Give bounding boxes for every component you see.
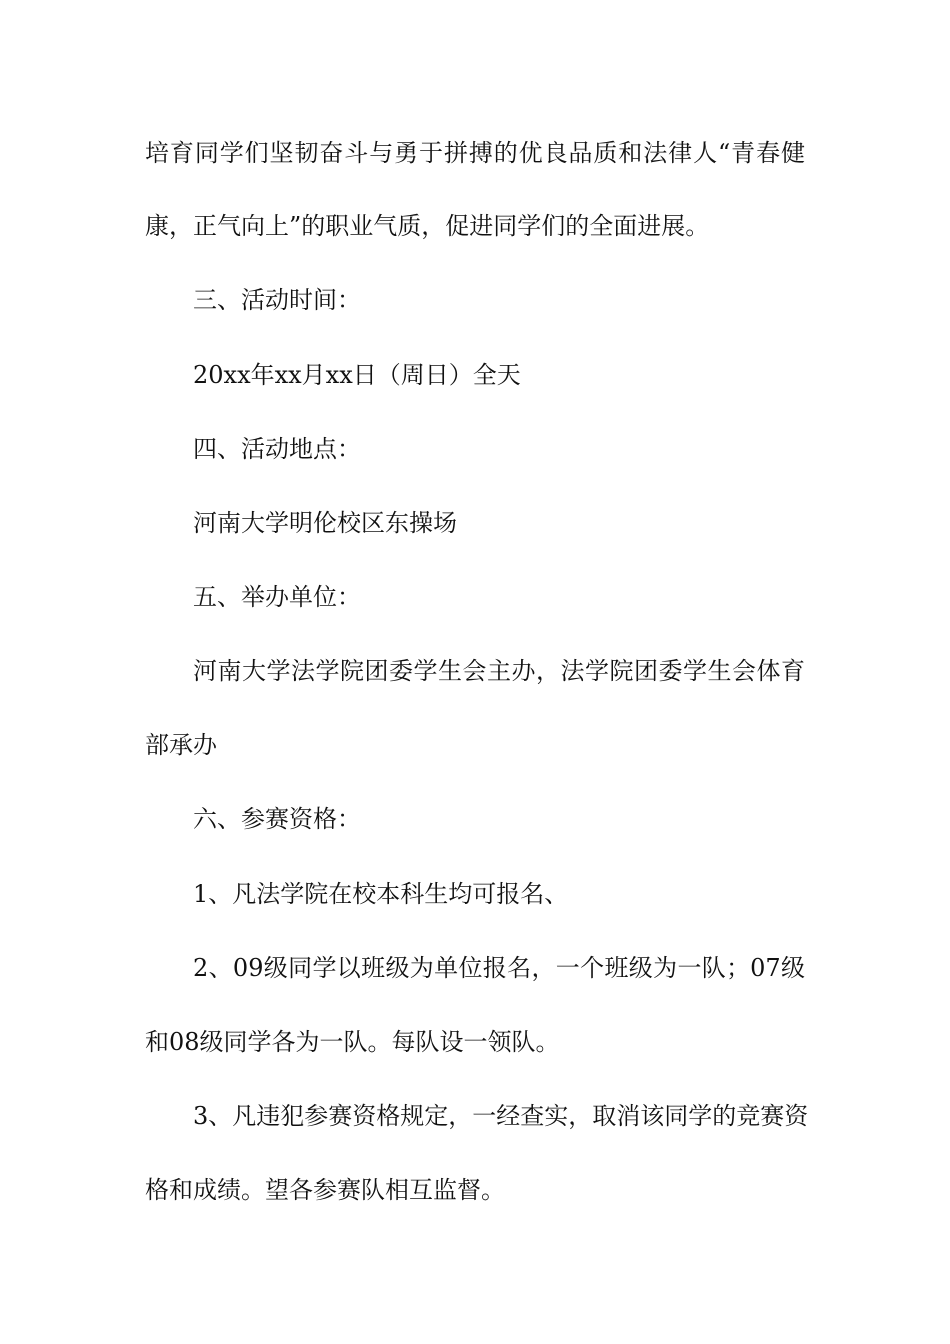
section-heading-location: 四、活动地点： xyxy=(193,435,361,463)
section-heading-time: 三、活动时间： xyxy=(193,286,361,314)
paragraph-line: 格和成绩。望各参赛队相互监督。 xyxy=(145,1176,505,1204)
paragraph-line: 部承办 xyxy=(145,731,217,759)
paragraph-line: 培育同学们坚韧奋斗与勇于拼搏的优良品质和法律人“青春健 xyxy=(145,139,805,167)
section-heading-organizer: 五、举办单位： xyxy=(193,583,361,611)
activity-location: 河南大学明伦校区东操场 xyxy=(193,509,457,537)
paragraph-line: 河南大学法学院团委学生会主办，法学院团委学生会体育 xyxy=(193,657,805,685)
section-heading-eligibility: 六、参赛资格： xyxy=(193,805,361,833)
list-item: 2、09级同学以班级为单位报名，一个班级为一队；07级 xyxy=(193,954,805,982)
activity-time: 20xx年xx月xx日（周日）全天 xyxy=(193,361,521,389)
paragraph-line: 和08级同学各为一队。每队设一领队。 xyxy=(145,1028,560,1056)
list-item: 3、凡违犯参赛资格规定，一经查实，取消该同学的竞赛资 xyxy=(193,1102,809,1130)
list-item: 1、凡法学院在校本科生均可报名、 xyxy=(193,880,569,908)
paragraph-line: 康，正气向上”的职业气质，促进同学们的全面进展。 xyxy=(145,212,710,240)
